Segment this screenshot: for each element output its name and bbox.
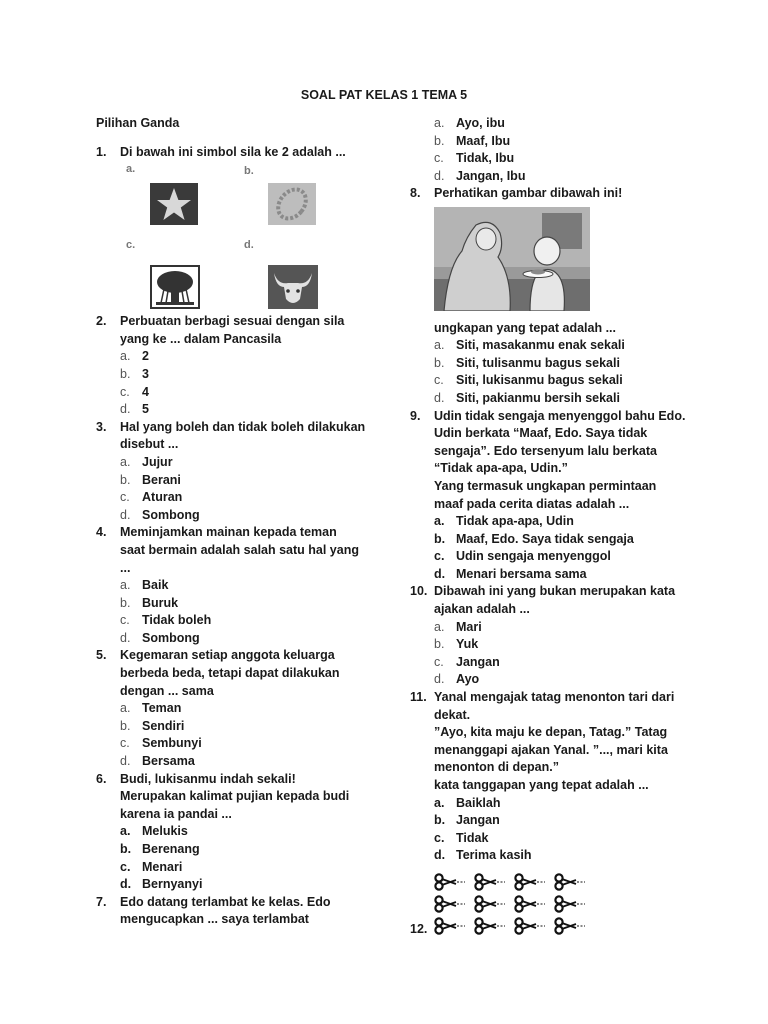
scissors-icon bbox=[434, 917, 466, 935]
scissors-icon bbox=[434, 873, 466, 891]
question-text: Meminjamkan mainan kepada teman saat bermain adalah salah satu hal yang ... bbox=[120, 525, 359, 575]
question-7 bbox=[96, 894, 366, 929]
option-c[interactable]: c. Siti, lukisanmu bagus sekali bbox=[434, 373, 623, 388]
question-text: Udin tidak sengaja menyenggol bahu Edo. Udin berkata “Maaf, Edo. Saya tidak sengaja”. Edo tersenyum lalu berkata “Tidak apa-apa, Udin.” Yang termasuk ungkapan permintaan maaf pada cerita diatas adalah ... bbox=[434, 408, 686, 511]
option-a[interactable]: a. Baiklah bbox=[434, 795, 501, 810]
scissors-icon bbox=[474, 873, 506, 891]
scissors-icon bbox=[434, 895, 466, 913]
question-number: 9. bbox=[410, 408, 421, 423]
option-b[interactable]: b. Siti, tulisanmu bagus sekali bbox=[434, 355, 620, 370]
option-c[interactable]: c. Menari bbox=[120, 859, 183, 874]
question-number: 8. bbox=[410, 186, 421, 201]
scissors-icon bbox=[554, 917, 586, 935]
option-c[interactable]: c. Tidak boleh bbox=[120, 613, 212, 628]
option-d[interactable]: d. Bernyanyi bbox=[120, 877, 203, 892]
option-b[interactable]: b. Sendiri bbox=[120, 718, 185, 733]
option-c[interactable]: c. 4 bbox=[120, 384, 149, 399]
option-b[interactable]: b. Buruk bbox=[120, 595, 179, 610]
option-b[interactable]: b. Berenang bbox=[120, 842, 200, 856]
option-a[interactable]: a. Jujur bbox=[120, 454, 173, 469]
option-label: c. bbox=[126, 239, 136, 252]
option-d[interactable]: d. 5 bbox=[120, 402, 149, 417]
question-text: Perhatikan gambar dibawah ini! bbox=[434, 186, 623, 201]
option-a[interactable]: a. Tidak apa-apa, Udin bbox=[434, 514, 574, 529]
question-6 bbox=[96, 771, 366, 894]
option-a[interactable]: a. 2 bbox=[120, 349, 149, 364]
question-text: Budi, lukisanmu indah sekali! Merupakan kalimat pujian kepada budi karena ia pandai ... bbox=[120, 771, 350, 821]
question-number: 5. bbox=[96, 648, 107, 663]
option-b[interactable]: b. Yuk bbox=[434, 637, 479, 652]
mother-and-girl-cooking-illustration-icon bbox=[434, 207, 590, 311]
chain-symbol-icon bbox=[268, 183, 316, 225]
question-text: Edo datang terlambat ke kelas. Edo mengucapkan ... saya terlambat bbox=[120, 894, 331, 927]
scissors-icon bbox=[554, 873, 586, 891]
symbol-grid bbox=[120, 161, 366, 313]
option-c[interactable]: c. Sembunyi bbox=[120, 736, 202, 751]
option-a[interactable]: a. Teman bbox=[120, 701, 182, 716]
option-label: d. bbox=[244, 239, 254, 252]
question-3 bbox=[96, 419, 366, 525]
option-label: b. bbox=[244, 165, 254, 178]
question-text: Yanal mengajak tatag menonton tari dari dekat. bbox=[434, 690, 675, 722]
scissors-icon bbox=[514, 895, 546, 913]
question-number: 3. bbox=[96, 419, 107, 434]
option-b[interactable]: b. Maaf, Ibu bbox=[434, 133, 511, 148]
question-number: 2. bbox=[96, 314, 107, 329]
option-d[interactable]: d. Sombong bbox=[120, 630, 200, 645]
question-number: 12. bbox=[410, 922, 428, 937]
banyan-tree-symbol-icon bbox=[150, 265, 200, 309]
scissors-row bbox=[434, 895, 586, 913]
question-number: 10. bbox=[410, 584, 428, 599]
right-column bbox=[410, 115, 690, 939]
question-1 bbox=[96, 144, 366, 314]
left-column bbox=[96, 115, 366, 929]
question-7-options bbox=[410, 115, 690, 185]
scissors-icon bbox=[474, 895, 506, 913]
scissors-row bbox=[434, 873, 586, 891]
question-4 bbox=[96, 524, 366, 647]
option-a[interactable]: a. Baik bbox=[120, 578, 169, 593]
question-text: Di bawah ini simbol sila ke 2 adalah ... bbox=[120, 144, 346, 159]
option-b[interactable]: b. Berani bbox=[120, 472, 181, 487]
option-d[interactable]: d. Terima kasih bbox=[434, 848, 532, 863]
question-10 bbox=[410, 583, 690, 689]
question-number: 6. bbox=[96, 771, 107, 786]
option-d[interactable]: d. Sombong bbox=[120, 507, 200, 522]
question-number: 11. bbox=[410, 690, 427, 705]
option-a[interactable]: a. Mari bbox=[434, 619, 482, 634]
question-text: Kegemaran setiap anggota keluarga berbeda beda, tetapi dapat dilakukan dengan ... sama bbox=[120, 648, 340, 698]
scissors-cut-line bbox=[434, 873, 586, 939]
scissors-icon bbox=[554, 895, 586, 913]
option-c[interactable]: c. Tidak bbox=[434, 830, 489, 845]
option-d[interactable]: d. Bersama bbox=[120, 754, 195, 769]
question-number: 1. bbox=[96, 144, 107, 159]
option-a[interactable]: a. Siti, masakanmu enak sekali bbox=[434, 338, 625, 353]
question-9 bbox=[410, 408, 690, 584]
section-heading: Pilihan Ganda bbox=[96, 116, 180, 130]
bull-head-symbol-icon bbox=[268, 265, 318, 309]
option-c[interactable]: c. Udin sengaja menyenggol bbox=[434, 549, 611, 564]
option-c[interactable]: c. Jangan bbox=[434, 654, 500, 669]
question-8 bbox=[410, 185, 690, 407]
option-d[interactable]: d. Jangan, Ibu bbox=[434, 168, 526, 183]
question-text: Hal yang boleh dan tidak boleh dilakukan disebut ... bbox=[120, 419, 366, 452]
question-text: Perbuatan berbagi sesuai dengan sila yang ke ... dalam Pancasila bbox=[120, 314, 345, 346]
option-b[interactable]: b. Jangan bbox=[434, 813, 500, 828]
option-c[interactable]: c. Tidak, Ibu bbox=[434, 151, 515, 166]
option-d[interactable]: d. Ayo bbox=[434, 672, 480, 687]
option-d[interactable]: d. Menari bersama sama bbox=[434, 566, 587, 581]
question-11 bbox=[410, 689, 690, 865]
question-text-continued: ungkapan yang tepat adalah ... bbox=[434, 320, 616, 335]
option-label: a. bbox=[126, 163, 136, 176]
scissors-icon bbox=[474, 917, 506, 935]
page-title: SOAL PAT KELAS 1 TEMA 5 bbox=[300, 88, 468, 102]
scissors-icon bbox=[514, 873, 546, 891]
option-b[interactable]: b. 3 bbox=[120, 366, 149, 381]
option-b[interactable]: b. Maaf, Edo. Saya tidak sengaja bbox=[434, 531, 634, 546]
option-a[interactable]: a. Melukis bbox=[120, 824, 188, 839]
question-dialogue: ”Ayo, kita maju ke depan, Tatag.” Tatag menanggapi ajakan Yanal. ”..., mari kita menonton di depan.” kata tanggapan yang tepat adalah ... bbox=[434, 725, 668, 792]
question-2 bbox=[96, 313, 366, 419]
question-number: 7. bbox=[96, 894, 107, 909]
option-c[interactable]: c. Aturan bbox=[120, 490, 183, 505]
scissors-icon bbox=[514, 917, 546, 935]
option-a[interactable]: a. Ayo, ibu bbox=[434, 116, 505, 130]
question-12 bbox=[410, 865, 690, 939]
question-text: Dibawah ini yang bukan merupakan kata ajakan adalah ... bbox=[434, 584, 676, 617]
option-d[interactable]: d. Siti, pakianmu bersih sekali bbox=[434, 390, 620, 405]
question-number: 4. bbox=[96, 525, 107, 540]
question-5 bbox=[96, 647, 366, 770]
star-symbol-icon bbox=[150, 183, 198, 225]
scissors-row bbox=[434, 917, 586, 935]
